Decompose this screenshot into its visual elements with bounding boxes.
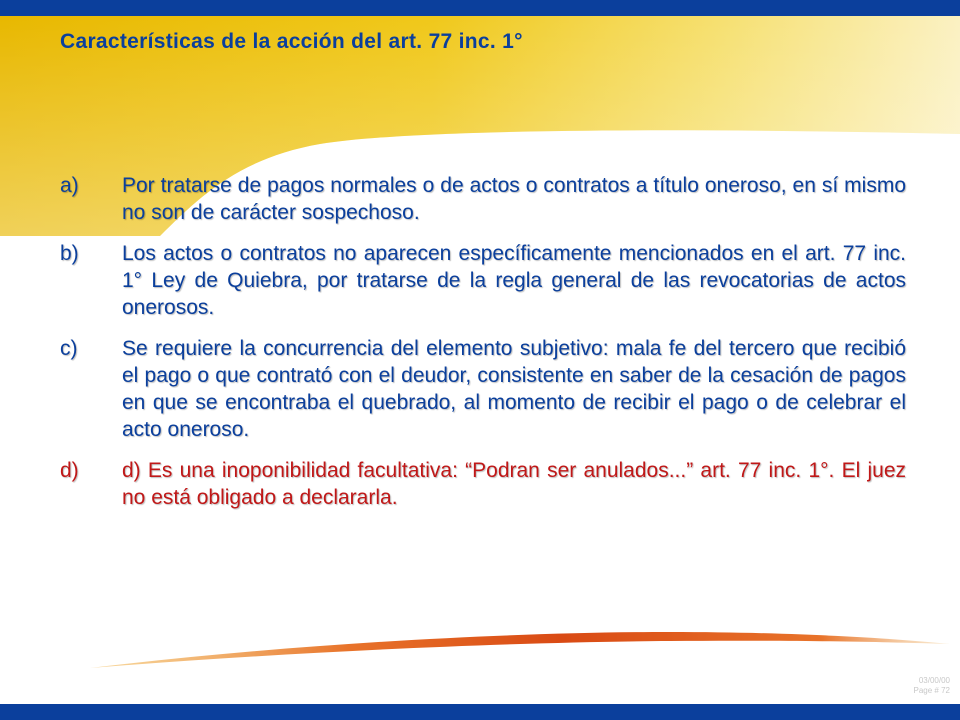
item-marker: c) (60, 337, 78, 360)
content-list (60, 172, 906, 525)
list-item-a (60, 172, 906, 226)
item-marker: a) (60, 174, 79, 197)
footer-date: 03/00/00 (918, 676, 950, 685)
top-bar (0, 0, 960, 16)
item-text: Por tratarse de pagos normales o de actos o contratos a título oneroso, en sí mismo no son de carácter sospechoso. (122, 174, 906, 224)
item-text: Los actos o contratos no aparecen específicamente mencionados en el art. 77 inc. 1° Ley de Quiebra, por tratarse de la regla general de las revocatorias de actos onerosos. (122, 242, 906, 319)
footer (914, 676, 950, 696)
slide-title: Características de la acción del art. 77 inc. 1° (60, 30, 523, 53)
item-text: Se requiere la concurrencia del elemento subjetivo: mala fe del tercero que recibió el pago o que contrató con el deudor, consistente en saber de la cesación de pagos en que se encontraba el quebrado, al momento de recibir el pago o de celebrar el acto oneroso. (122, 337, 906, 441)
bottom-bar (0, 704, 960, 720)
list-item-c (60, 335, 906, 443)
list-item-b (60, 240, 906, 321)
footer-page-number: Page # 72 (913, 686, 950, 695)
item-marker: d) (60, 459, 79, 482)
decorative-swoosh (90, 630, 950, 674)
item-text: d) Es una inoponibilidad facultativa: “Podran ser anulados...” art. 77 inc. 1°. El juez no está obligado a declararla. (122, 459, 906, 509)
item-marker: b) (60, 242, 79, 265)
list-item-d (60, 457, 906, 511)
